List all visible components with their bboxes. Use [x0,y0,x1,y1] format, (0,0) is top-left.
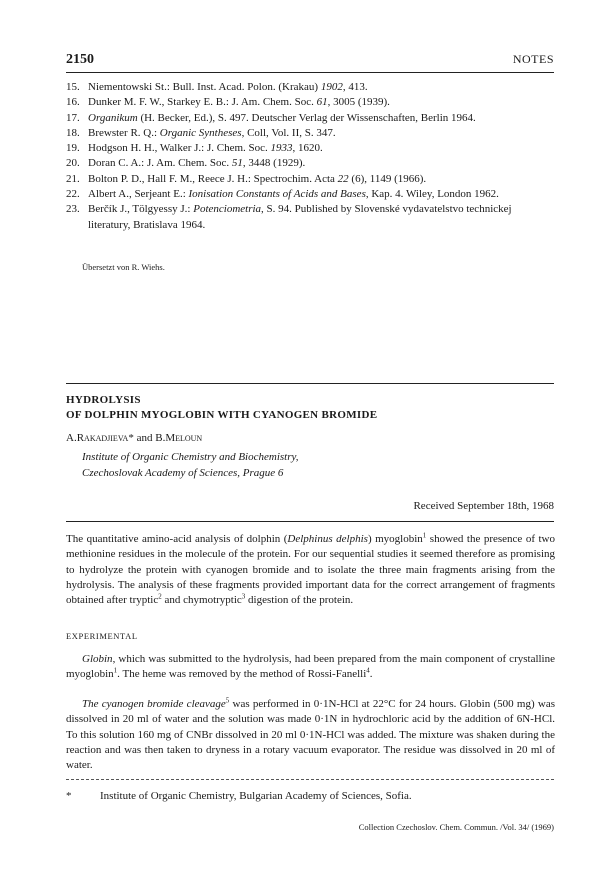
author-name: Meloun [165,432,203,444]
footnote-marker: * [66,790,72,802]
text-run: showed the presence of two methionine residues in the molecule of the protein. For our sequential studies it seemed therefore as promising to hydrolyze the protein with cyanogen bromide and to isolate the three main fragments arising from the hydrolysis. The analysis of these fragments provided important data for the correct arrangement of fragments obtained after tryptic [66,533,555,607]
run-in-heading: The cyanogen bromide cleavage [82,698,226,710]
reference-details: , S. 94. Published by Slovenské vydavatelstvo technickej literatury, Bratislava 1964. [88,203,512,231]
reference-source: 1902 [320,81,343,93]
affiliation-line: Czechoslovak Academy of Sciences, Prague 6 [82,466,284,479]
page-header [66,52,554,70]
reference-authors: Brewster R. Q.: [88,126,160,139]
text-run: , which was submitted to the hydrolysis, had been prepared from the main component of crystalline myoglobin [66,653,555,681]
text-run: was performed in 0·1N-HCl at 22°C for 24 hours. Globin (500 mg) was dissolved in 20 ml of water and the solution was made 0·1N in hydrochloric acid by the addition of 6N-HCl. To this solution 160 mg of CNBr dissolved in 20 ml 0·1N-HCl was added. The mixture was shaken during the reaction and was then taken to dryness in a rotary vacuum evaporator. The residue was dissolved in 20 ml of water. [66,698,555,772]
reference-authors: Bolton P. D., Hall F. M., Reece J. H.: Spectrochim. Acta [88,172,338,185]
reference-details: , 3448 (1929). [242,157,306,170]
text-run: . [369,668,373,681]
reference-number: 16. [66,96,80,109]
reference-authors: Dunker M. F. W., Starkey E. B.: J. Am. Chem. Soc. [88,96,317,109]
citation-superscript: 3 [241,592,246,601]
reference-authors: Berčík J., Tölgyessy J.: [88,203,194,216]
reference-number: 18. [66,126,80,139]
header-rule [66,72,554,73]
footnote-text: Institute of Organic Chemistry, Bulgarian Academy of Sciences, Sofia. [100,790,412,802]
author-conjunction: and [133,432,156,444]
reference-item [66,187,556,202]
reference-authors: Doran C. A.: J. Am. Chem. Soc. [88,157,232,170]
citation-superscript: 2 [158,592,162,601]
reference-item [66,80,556,95]
journal-footer: Collection Czechoslov. Chem. Commun. /Vol. 34/ (1969) [358,822,554,832]
reference-number: 20. [66,157,80,170]
body-paragraph [66,652,555,683]
reference-number: 15. [66,81,80,93]
translator-note: Übersetzt von R. Wiehs. [82,262,165,272]
reference-number: 19. [66,142,80,155]
footnote-marker: * [128,432,134,444]
text-run: The quantitative amino-acid analysis of dolphin ( [66,533,288,545]
reference-details: , Kap. 4. Wiley, London 1962. [365,188,499,201]
reference-authors: Albert A., Serjeant E.: [88,188,189,201]
reference-item [66,126,556,141]
reference-details: (6), 1149 (1966). [348,172,427,185]
body-paragraph [66,697,555,773]
reference-number: 17. [66,111,80,124]
text-run: ) myoglobin [367,533,423,545]
page-number: 2150 [66,52,94,67]
running-head: NOTES [512,52,554,66]
article-title-line: HYDROLYSIS [66,394,141,406]
text-run: digestion of the protein. [245,594,354,607]
author-name: Rakadjieva [76,432,129,444]
affiliation-line: Institute of Organic Chemistry and Biochemistry, [82,451,299,463]
reference-source: 22 [337,172,349,185]
reference-details: , 3005 (1939). [327,96,390,109]
reference-authors: Hodgson H. H., Walker J.: J. Chem. Soc. [88,142,271,155]
author-initial: B. [155,432,166,444]
reference-source: 1933 [270,142,293,155]
author-initial: A. [66,432,77,444]
article-authors [66,432,202,444]
reference-source: Potenciometria [193,203,262,216]
reference-details: , Coll, Vol. II, S. 347. [241,126,336,139]
run-in-heading: Globin [82,653,113,665]
reference-source: Ionisation Constants of Acids and Bases [188,188,366,201]
abstract-paragraph [66,532,555,608]
reference-details: , 1620. [292,142,323,155]
footnote [66,790,412,802]
reference-source: Organikum [88,111,138,124]
reference-source: 61 [316,96,328,109]
reference-item [66,202,556,233]
citation-superscript: 1 [113,666,118,675]
reference-details: (H. Becker, Ed.), S. 497. Deutscher Verlag der Wissenschaften, Berlin 1964. [137,111,476,124]
author-affiliation [82,450,299,481]
citation-superscript: 5 [225,696,230,705]
text-run: . The heme was removed by the method of Rossi-Fanelli [117,668,367,681]
article-separator-rule [66,383,554,384]
reference-item [66,95,556,110]
reference-item [66,111,556,126]
reference-details: , 413. [342,81,368,93]
article-title-line: OF DOLPHIN MYOGLOBIN WITH CYANOGEN BROMIDE [66,409,378,421]
reference-list [66,80,556,233]
reference-authors: Niementowski St.: Bull. Inst. Acad. Polon. (Krakau) [88,81,321,93]
received-date: Received September 18th, 1968 [413,500,554,512]
citation-superscript: 1 [422,531,427,540]
reference-source: 51 [231,157,243,170]
article-title [66,393,554,423]
text-run: and chymotryptic [161,594,242,607]
reference-item [66,156,556,171]
received-rule [66,521,554,522]
species-name: Delphinus delphis [287,533,368,545]
citation-superscript: 4 [366,666,370,675]
footnote-rule [66,779,554,780]
section-heading: EXPERIMENTAL [66,631,138,641]
reference-number: 22. [66,188,80,201]
reference-number: 23. [66,203,80,216]
reference-item [66,172,556,187]
reference-source: Organic Syntheses [159,126,242,139]
reference-item [66,141,556,156]
reference-number: 21. [66,172,80,185]
